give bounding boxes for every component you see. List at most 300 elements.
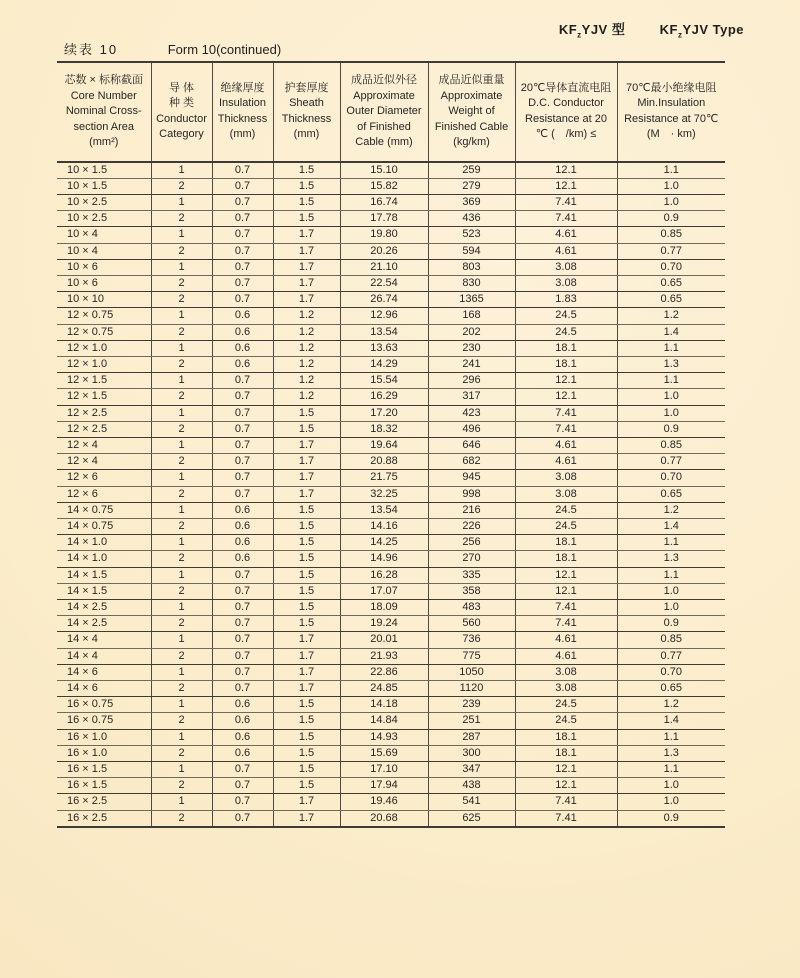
cell-core-size: 10 × 1.5 (57, 178, 151, 194)
table-body (57, 162, 725, 827)
cell-diameter: 17.07 (340, 583, 428, 599)
cell-sheath: 1.5 (273, 162, 340, 179)
cell-dc-resistance: 7.41 (515, 421, 617, 437)
cell-core-size: 10 × 4 (57, 227, 151, 243)
cell-min-insulation: 1.0 (617, 405, 725, 421)
cell-weight: 736 (428, 632, 515, 648)
cell-sheath: 1.7 (273, 259, 340, 275)
cell-sheath: 1.5 (273, 502, 340, 518)
cell-core-size: 14 × 0.75 (57, 518, 151, 534)
cell-dc-resistance: 24.5 (515, 518, 617, 534)
cell-insulation: 0.7 (212, 648, 273, 664)
cell-core-size: 16 × 1.0 (57, 729, 151, 745)
cell-weight: 625 (428, 810, 515, 827)
cell-sheath: 1.7 (273, 243, 340, 259)
cell-insulation: 0.6 (212, 356, 273, 372)
table-row (57, 470, 725, 486)
cell-category: 2 (151, 356, 212, 372)
cell-min-insulation: 1.3 (617, 745, 725, 761)
cell-diameter: 18.09 (340, 599, 428, 615)
cell-dc-resistance: 7.41 (515, 794, 617, 810)
cell-min-insulation: 0.85 (617, 632, 725, 648)
cell-weight: 369 (428, 194, 515, 210)
cell-dc-resistance: 24.5 (515, 324, 617, 340)
cell-sheath: 1.7 (273, 275, 340, 291)
cell-dc-resistance: 18.1 (515, 551, 617, 567)
cell-core-size: 16 × 0.75 (57, 713, 151, 729)
cell-insulation: 0.7 (212, 567, 273, 583)
cell-min-insulation: 0.65 (617, 486, 725, 502)
table-row (57, 616, 725, 632)
cell-min-insulation: 1.0 (617, 389, 725, 405)
cell-diameter: 17.20 (340, 405, 428, 421)
cell-diameter: 17.78 (340, 211, 428, 227)
cell-diameter: 15.54 (340, 373, 428, 389)
cell-weight: 202 (428, 324, 515, 340)
cell-core-size: 12 × 6 (57, 486, 151, 502)
table-row (57, 243, 725, 259)
cell-sheath: 1.5 (273, 178, 340, 194)
cell-diameter: 15.82 (340, 178, 428, 194)
column-header-sheath: 护套厚度 Sheath Thickness (mm) (273, 62, 340, 162)
cell-min-insulation: 0.9 (617, 211, 725, 227)
cell-diameter: 22.86 (340, 664, 428, 680)
cell-insulation: 0.6 (212, 535, 273, 551)
cell-min-insulation: 1.0 (617, 599, 725, 615)
cell-weight: 241 (428, 356, 515, 372)
cell-weight: 423 (428, 405, 515, 421)
table-header-row (57, 62, 725, 162)
cell-weight: 347 (428, 762, 515, 778)
cell-core-size: 12 × 0.75 (57, 324, 151, 340)
cell-diameter: 13.54 (340, 502, 428, 518)
cell-diameter: 21.75 (340, 470, 428, 486)
cell-insulation: 0.7 (212, 664, 273, 680)
cell-category: 2 (151, 810, 212, 827)
cell-category: 2 (151, 292, 212, 308)
cell-insulation: 0.7 (212, 389, 273, 405)
cell-min-insulation: 1.1 (617, 162, 725, 179)
cell-min-insulation: 1.0 (617, 583, 725, 599)
cell-min-insulation: 0.70 (617, 664, 725, 680)
cell-insulation: 0.7 (212, 275, 273, 291)
cell-category: 2 (151, 243, 212, 259)
cell-category: 2 (151, 454, 212, 470)
cell-insulation: 0.7 (212, 227, 273, 243)
cell-core-size: 12 × 1.0 (57, 356, 151, 372)
cell-category: 1 (151, 437, 212, 453)
cell-min-insulation: 0.70 (617, 470, 725, 486)
cell-diameter: 12.96 (340, 308, 428, 324)
cell-dc-resistance: 24.5 (515, 713, 617, 729)
cell-weight: 541 (428, 794, 515, 810)
table-row (57, 567, 725, 583)
cell-dc-resistance: 1.83 (515, 292, 617, 308)
table-row (57, 454, 725, 470)
cell-diameter: 16.74 (340, 194, 428, 210)
cell-sheath: 1.5 (273, 762, 340, 778)
table-row (57, 275, 725, 291)
cell-weight: 259 (428, 162, 515, 179)
cell-min-insulation: 1.2 (617, 697, 725, 713)
table-row (57, 421, 725, 437)
table-row (57, 437, 725, 453)
cell-weight: 256 (428, 535, 515, 551)
cell-min-insulation: 0.77 (617, 243, 725, 259)
cell-insulation: 0.6 (212, 340, 273, 356)
cell-category: 1 (151, 502, 212, 518)
cell-diameter: 19.80 (340, 227, 428, 243)
table-caption-en: Form 10(continued) (167, 42, 282, 57)
cell-core-size: 14 × 6 (57, 681, 151, 697)
cell-insulation: 0.7 (212, 599, 273, 615)
cell-insulation: 0.6 (212, 502, 273, 518)
cell-core-size: 14 × 4 (57, 632, 151, 648)
cell-sheath: 1.5 (273, 405, 340, 421)
cell-weight: 830 (428, 275, 515, 291)
cell-core-size: 16 × 1.0 (57, 745, 151, 761)
cell-min-insulation: 1.3 (617, 551, 725, 567)
cell-insulation: 0.7 (212, 632, 273, 648)
cell-weight: 216 (428, 502, 515, 518)
table-row (57, 551, 725, 567)
cell-core-size: 10 × 6 (57, 259, 151, 275)
cell-weight: 226 (428, 518, 515, 534)
cell-category: 1 (151, 259, 212, 275)
column-header-min-insulation: 70℃最小绝缘电阻 Min.Insulation Resistance at 70℃ (M · km) (617, 62, 725, 162)
cell-category: 1 (151, 599, 212, 615)
cell-core-size: 10 × 2.5 (57, 194, 151, 210)
cell-category: 2 (151, 324, 212, 340)
cell-dc-resistance: 3.08 (515, 275, 617, 291)
cell-diameter: 21.93 (340, 648, 428, 664)
cell-core-size: 14 × 2.5 (57, 599, 151, 615)
cell-diameter: 19.24 (340, 616, 428, 632)
cell-core-size: 10 × 1.5 (57, 162, 151, 179)
cell-sheath: 1.5 (273, 194, 340, 210)
cell-weight: 239 (428, 697, 515, 713)
cell-sheath: 1.2 (273, 356, 340, 372)
cell-core-size: 12 × 6 (57, 470, 151, 486)
cell-core-size: 14 × 1.0 (57, 535, 151, 551)
cell-sheath: 1.7 (273, 437, 340, 453)
cell-insulation: 0.7 (212, 616, 273, 632)
cell-weight: 358 (428, 583, 515, 599)
cell-core-size: 12 × 1.5 (57, 373, 151, 389)
cell-insulation: 0.6 (212, 551, 273, 567)
cell-dc-resistance: 4.61 (515, 227, 617, 243)
cell-diameter: 13.63 (340, 340, 428, 356)
cell-category: 1 (151, 470, 212, 486)
cell-min-insulation: 0.65 (617, 681, 725, 697)
table-row (57, 356, 725, 372)
cell-category: 2 (151, 648, 212, 664)
cell-core-size: 14 × 2.5 (57, 616, 151, 632)
cell-diameter: 19.46 (340, 794, 428, 810)
cell-sheath: 1.7 (273, 632, 340, 648)
cell-insulation: 0.7 (212, 211, 273, 227)
cell-insulation: 0.7 (212, 243, 273, 259)
cell-sheath: 1.5 (273, 551, 340, 567)
cell-category: 2 (151, 211, 212, 227)
cell-dc-resistance: 18.1 (515, 745, 617, 761)
cell-diameter: 13.54 (340, 324, 428, 340)
cell-min-insulation: 1.0 (617, 194, 725, 210)
cell-insulation: 0.6 (212, 518, 273, 534)
cell-diameter: 32.25 (340, 486, 428, 502)
cell-sheath: 1.5 (273, 535, 340, 551)
table-row (57, 535, 725, 551)
cell-category: 1 (151, 697, 212, 713)
cell-core-size: 14 × 0.75 (57, 502, 151, 518)
table-row (57, 211, 725, 227)
table-row (57, 794, 725, 810)
cell-min-insulation: 0.9 (617, 810, 725, 827)
cell-diameter: 14.25 (340, 535, 428, 551)
cell-sheath: 1.5 (273, 697, 340, 713)
cell-weight: 775 (428, 648, 515, 664)
cell-core-size: 10 × 6 (57, 275, 151, 291)
table-row (57, 259, 725, 275)
cell-core-size: 12 × 1.5 (57, 389, 151, 405)
cell-category: 1 (151, 567, 212, 583)
cell-dc-resistance: 12.1 (515, 373, 617, 389)
cell-min-insulation: 1.1 (617, 567, 725, 583)
cell-core-size: 16 × 1.5 (57, 778, 151, 794)
table-row (57, 389, 725, 405)
cell-dc-resistance: 12.1 (515, 583, 617, 599)
cell-insulation: 0.7 (212, 259, 273, 275)
cell-min-insulation: 1.1 (617, 762, 725, 778)
cell-dc-resistance: 12.1 (515, 178, 617, 194)
cell-insulation: 0.7 (212, 437, 273, 453)
cell-diameter: 22.54 (340, 275, 428, 291)
cell-weight: 1120 (428, 681, 515, 697)
table-row (57, 373, 725, 389)
cell-diameter: 16.28 (340, 567, 428, 583)
cell-insulation: 0.6 (212, 697, 273, 713)
cell-dc-resistance: 3.08 (515, 664, 617, 680)
cell-insulation: 0.6 (212, 713, 273, 729)
cell-category: 2 (151, 421, 212, 437)
cell-diameter: 14.96 (340, 551, 428, 567)
cell-insulation: 0.7 (212, 421, 273, 437)
cell-sheath: 1.2 (273, 308, 340, 324)
cell-sheath: 1.7 (273, 681, 340, 697)
cell-insulation: 0.6 (212, 324, 273, 340)
cell-weight: 483 (428, 599, 515, 615)
cell-category: 1 (151, 535, 212, 551)
cell-dc-resistance: 3.08 (515, 259, 617, 275)
cell-dc-resistance: 3.08 (515, 470, 617, 486)
cell-sheath: 1.5 (273, 745, 340, 761)
cell-sheath: 1.7 (273, 454, 340, 470)
cell-weight: 251 (428, 713, 515, 729)
cell-weight: 230 (428, 340, 515, 356)
cell-sheath: 1.2 (273, 324, 340, 340)
table-row (57, 632, 725, 648)
cell-dc-resistance: 4.61 (515, 632, 617, 648)
table-caption-cn: 续表 10 (64, 42, 119, 57)
cell-sheath: 1.5 (273, 211, 340, 227)
cell-sheath: 1.2 (273, 389, 340, 405)
cell-dc-resistance: 4.61 (515, 243, 617, 259)
cell-core-size: 10 × 4 (57, 243, 151, 259)
cell-diameter: 20.68 (340, 810, 428, 827)
cell-sheath: 1.7 (273, 810, 340, 827)
cell-min-insulation: 1.2 (617, 502, 725, 518)
cell-category: 2 (151, 178, 212, 194)
doc-type-cn: $KF_zYJV$ 型 (558, 22, 626, 40)
cell-sheath: 1.7 (273, 470, 340, 486)
cell-sheath: 1.7 (273, 227, 340, 243)
cell-sheath: 1.5 (273, 518, 340, 534)
cell-category: 2 (151, 778, 212, 794)
doc-type-en: $KF_zYJV$ Type (659, 22, 744, 40)
cell-dc-resistance: 24.5 (515, 502, 617, 518)
cell-weight: 287 (428, 729, 515, 745)
table-row (57, 583, 725, 599)
cell-min-insulation: 0.85 (617, 437, 725, 453)
cell-core-size: 14 × 1.5 (57, 567, 151, 583)
cell-sheath: 1.5 (273, 616, 340, 632)
cell-diameter: 20.26 (340, 243, 428, 259)
cell-core-size: 16 × 2.5 (57, 794, 151, 810)
cell-category: 1 (151, 162, 212, 179)
table-row (57, 697, 725, 713)
cell-min-insulation: 1.1 (617, 535, 725, 551)
cell-insulation: 0.7 (212, 373, 273, 389)
cell-diameter: 14.84 (340, 713, 428, 729)
cell-category: 2 (151, 616, 212, 632)
column-header-core-size: 芯数 × 标称截面 Core Number Nominal Cross- section Area (mm²) (57, 62, 151, 162)
cell-dc-resistance: 18.1 (515, 535, 617, 551)
cell-insulation: 0.7 (212, 583, 273, 599)
cell-dc-resistance: 7.41 (515, 405, 617, 421)
cell-sheath: 1.5 (273, 583, 340, 599)
cell-diameter: 17.10 (340, 762, 428, 778)
cell-diameter: 14.16 (340, 518, 428, 534)
cell-weight: 1365 (428, 292, 515, 308)
cell-core-size: 14 × 1.5 (57, 583, 151, 599)
cell-sheath: 1.7 (273, 648, 340, 664)
cell-diameter: 17.94 (340, 778, 428, 794)
cell-category: 2 (151, 745, 212, 761)
cell-dc-resistance: 18.1 (515, 340, 617, 356)
cell-dc-resistance: 18.1 (515, 356, 617, 372)
cell-min-insulation: 1.4 (617, 518, 725, 534)
table-row (57, 729, 725, 745)
cell-category: 2 (151, 583, 212, 599)
cell-dc-resistance: 7.41 (515, 211, 617, 227)
cell-sheath: 1.5 (273, 729, 340, 745)
cell-dc-resistance: 4.61 (515, 454, 617, 470)
cell-sheath: 1.7 (273, 664, 340, 680)
cell-weight: 296 (428, 373, 515, 389)
cell-sheath: 1.5 (273, 713, 340, 729)
cell-category: 2 (151, 551, 212, 567)
table-row (57, 681, 725, 697)
cell-dc-resistance: 12.1 (515, 778, 617, 794)
cell-weight: 496 (428, 421, 515, 437)
cell-insulation: 0.7 (212, 681, 273, 697)
cell-insulation: 0.7 (212, 405, 273, 421)
table-row (57, 227, 725, 243)
cell-insulation: 0.7 (212, 486, 273, 502)
cell-insulation: 0.7 (212, 810, 273, 827)
cell-category: 1 (151, 405, 212, 421)
cell-diameter: 16.29 (340, 389, 428, 405)
cell-core-size: 12 × 1.0 (57, 340, 151, 356)
spec-table-container (57, 61, 725, 828)
cell-min-insulation: 1.3 (617, 356, 725, 372)
table-caption (64, 39, 281, 58)
table-row (57, 664, 725, 680)
cell-weight: 438 (428, 778, 515, 794)
cell-min-insulation: 0.70 (617, 259, 725, 275)
cell-insulation: 0.7 (212, 794, 273, 810)
cell-min-insulation: 0.9 (617, 616, 725, 632)
table-row (57, 405, 725, 421)
table-row (57, 162, 725, 179)
table-row (57, 324, 725, 340)
column-header-category: 导 体 种 类 Conductor Category (151, 62, 212, 162)
cell-min-insulation: 1.1 (617, 729, 725, 745)
cell-diameter: 14.93 (340, 729, 428, 745)
cell-min-insulation: 1.1 (617, 373, 725, 389)
cell-insulation: 0.7 (212, 454, 273, 470)
column-header-insulation: 绝缘厚度 Insulation Thickness (mm) (212, 62, 273, 162)
cell-weight: 523 (428, 227, 515, 243)
cell-diameter: 18.32 (340, 421, 428, 437)
cell-insulation: 0.7 (212, 778, 273, 794)
cell-min-insulation: 1.0 (617, 794, 725, 810)
cell-diameter: 24.85 (340, 681, 428, 697)
cell-min-insulation: 0.65 (617, 275, 725, 291)
spec-table (57, 61, 725, 828)
cell-weight: 945 (428, 470, 515, 486)
cell-core-size: 16 × 1.5 (57, 762, 151, 778)
cell-sheath: 1.2 (273, 340, 340, 356)
table-row (57, 518, 725, 534)
cell-category: 1 (151, 632, 212, 648)
cell-weight: 682 (428, 454, 515, 470)
cell-diameter: 26.74 (340, 292, 428, 308)
cell-category: 2 (151, 389, 212, 405)
cell-weight: 168 (428, 308, 515, 324)
cell-weight: 646 (428, 437, 515, 453)
table-row (57, 502, 725, 518)
cell-insulation: 0.7 (212, 470, 273, 486)
cell-core-size: 16 × 2.5 (57, 810, 151, 827)
table-row (57, 308, 725, 324)
cell-sheath: 1.5 (273, 599, 340, 615)
table-row (57, 713, 725, 729)
cell-dc-resistance: 12.1 (515, 762, 617, 778)
doc-type-label (559, 19, 744, 40)
cell-dc-resistance: 24.5 (515, 308, 617, 324)
cell-core-size: 12 × 2.5 (57, 405, 151, 421)
cell-core-size: 14 × 4 (57, 648, 151, 664)
cell-diameter: 14.18 (340, 697, 428, 713)
cell-weight: 317 (428, 389, 515, 405)
cell-dc-resistance: 12.1 (515, 389, 617, 405)
cell-category: 1 (151, 373, 212, 389)
cell-min-insulation: 1.0 (617, 178, 725, 194)
cell-min-insulation: 1.4 (617, 324, 725, 340)
cell-weight: 335 (428, 567, 515, 583)
cell-diameter: 14.29 (340, 356, 428, 372)
